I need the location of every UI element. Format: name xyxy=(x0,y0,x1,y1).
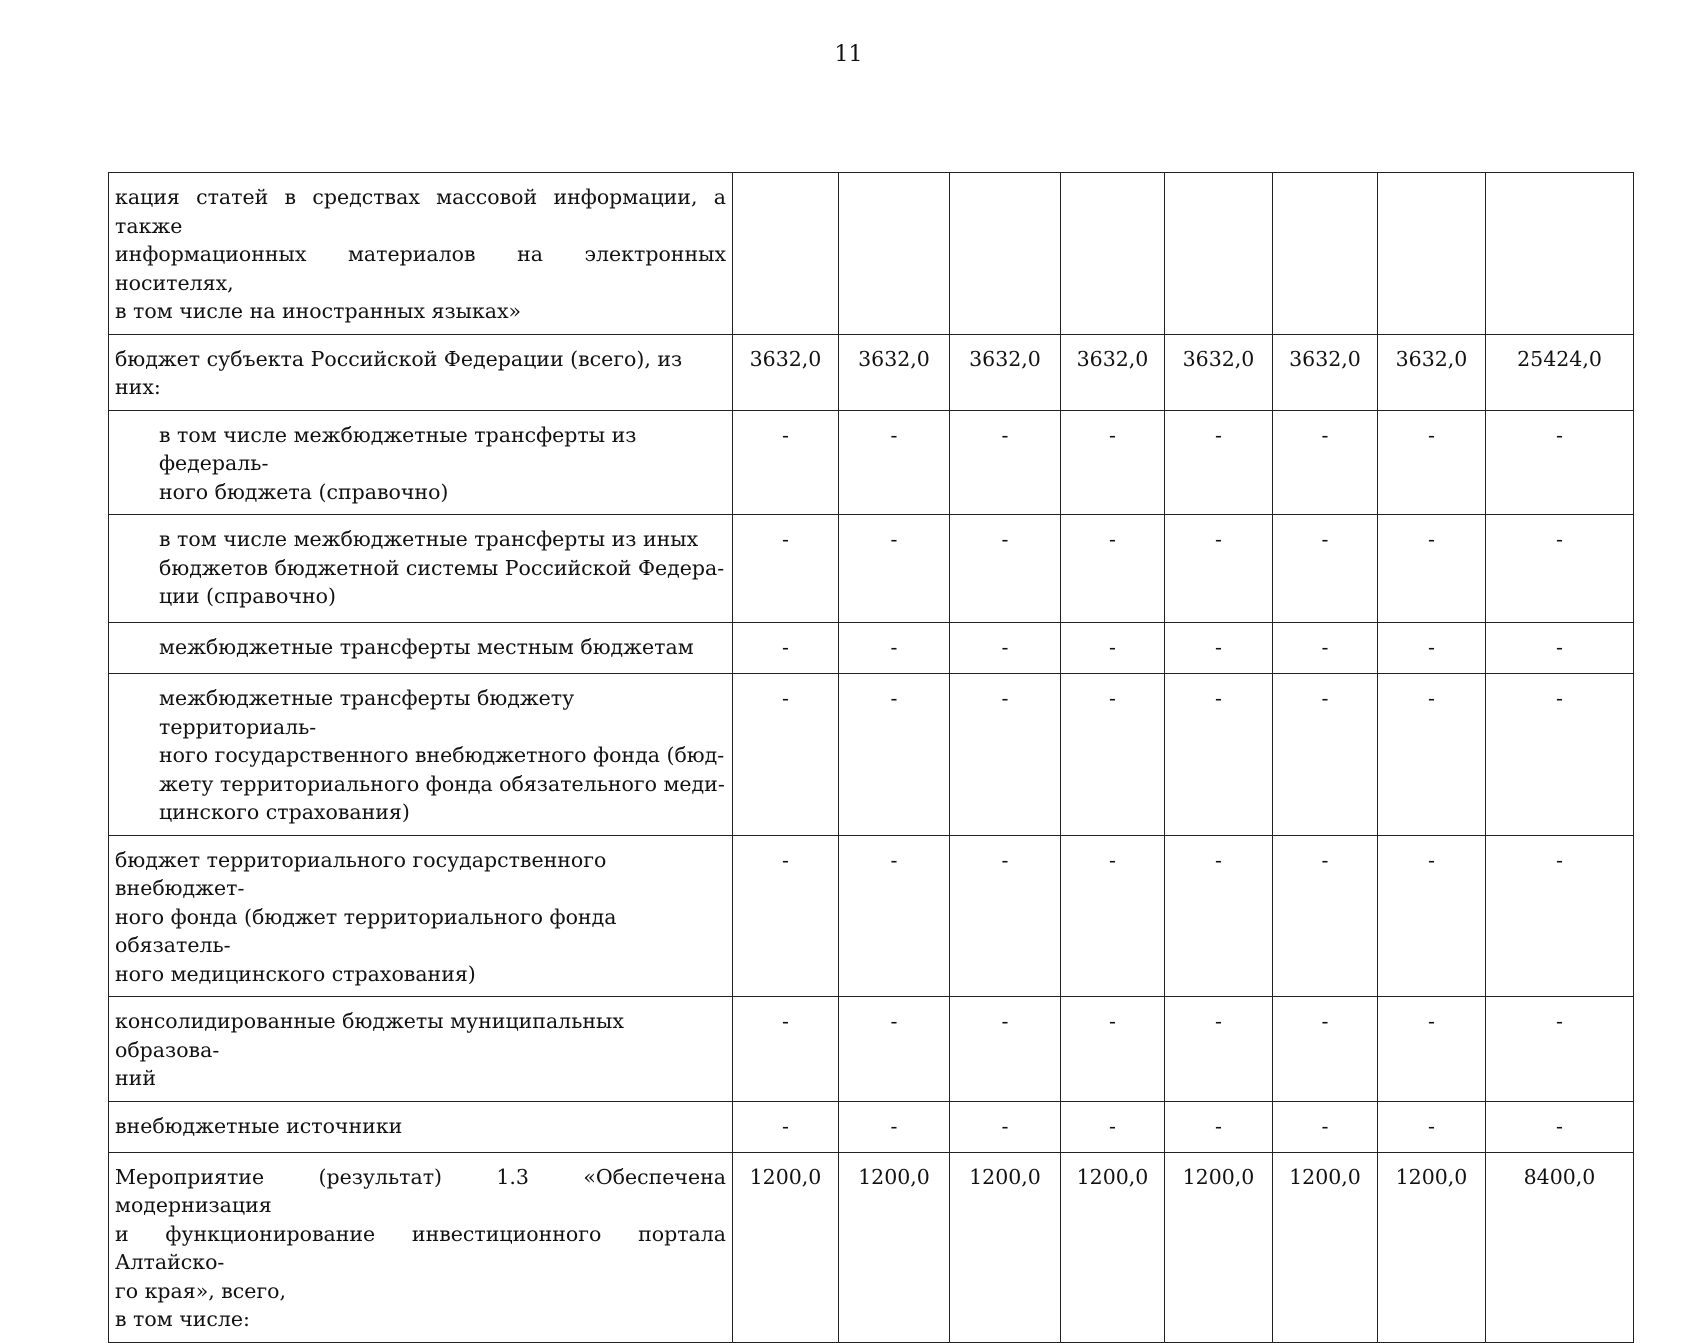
value-cell: 1200,0 xyxy=(839,1152,950,1342)
value-cell: - xyxy=(1486,997,1634,1102)
value-cell: - xyxy=(950,623,1061,674)
row-label xyxy=(109,410,733,515)
value-cell: 1200,0 xyxy=(1378,1152,1486,1342)
label-line: ного фонда (бюджет территориального фонда обязатель- xyxy=(115,904,617,957)
budget-table xyxy=(108,172,1634,1343)
value-cell: 1200,0 xyxy=(1273,1152,1378,1342)
label-line: кация статей в средствах массовой информации, а также xyxy=(115,185,726,238)
value-cell: - xyxy=(839,515,950,623)
row-label xyxy=(109,173,733,335)
value-cell: - xyxy=(950,410,1061,515)
row-label xyxy=(109,835,733,997)
value-cell: - xyxy=(1273,515,1378,623)
value-cell: - xyxy=(1273,674,1378,836)
page-number: 11 xyxy=(834,42,863,67)
table-row xyxy=(109,334,1634,410)
value-cell: 25424,0 xyxy=(1486,334,1634,410)
value-cell: - xyxy=(1061,674,1165,836)
value-cell: - xyxy=(950,1101,1061,1152)
value-cell: - xyxy=(950,674,1061,836)
value-cell xyxy=(1273,173,1378,335)
value-cell: - xyxy=(1165,515,1273,623)
label-line: межбюджетные трансферты бюджету территориаль- xyxy=(159,686,575,739)
value-cell: 3632,0 xyxy=(1378,334,1486,410)
table-row xyxy=(109,1101,1634,1152)
label-line: в том числе межбюджетные трансферты из федераль- xyxy=(159,422,637,475)
value-cell: - xyxy=(1378,1101,1486,1152)
value-cell xyxy=(839,173,950,335)
value-cell: - xyxy=(1378,997,1486,1102)
value-cell xyxy=(1378,173,1486,335)
label-line: бюджет субъекта Российской Федерации (всего), из них: xyxy=(115,346,683,399)
row-label xyxy=(109,623,733,674)
value-cell: - xyxy=(1165,674,1273,836)
label-line: информационных материалов на электронных носителях, xyxy=(115,242,726,295)
value-cell xyxy=(1061,173,1165,335)
value-cell: - xyxy=(733,997,839,1102)
value-cell: - xyxy=(1165,623,1273,674)
value-cell: - xyxy=(1486,1101,1634,1152)
value-cell: 3632,0 xyxy=(1061,334,1165,410)
value-cell: - xyxy=(950,835,1061,997)
label-line: ного медицинского страхования) xyxy=(115,961,476,986)
value-cell xyxy=(1165,173,1273,335)
table-row xyxy=(109,173,1634,335)
value-cell: - xyxy=(1486,835,1634,997)
value-cell: - xyxy=(839,997,950,1102)
row-label xyxy=(109,334,733,410)
table-row xyxy=(109,674,1634,836)
label-line: цинского страхования) xyxy=(159,800,410,824)
value-cell: - xyxy=(1378,674,1486,836)
value-cell: - xyxy=(1378,623,1486,674)
label-line: консолидированные бюджеты муниципальных образова- xyxy=(115,1009,624,1062)
value-cell: - xyxy=(1273,997,1378,1102)
value-cell: 1200,0 xyxy=(1165,1152,1273,1342)
value-cell: - xyxy=(733,835,839,997)
table-row xyxy=(109,623,1634,674)
value-cell: - xyxy=(1273,410,1378,515)
value-cell: - xyxy=(733,410,839,515)
value-cell: - xyxy=(1165,1101,1273,1152)
value-cell: 3632,0 xyxy=(1165,334,1273,410)
value-cell: - xyxy=(733,674,839,836)
label-line: ции (справочно) xyxy=(159,584,336,608)
label-line: ного государственного внебюджетного фонда (бюд- xyxy=(159,743,725,767)
value-cell: - xyxy=(1165,835,1273,997)
label-line: в том числе на иностранных языках» xyxy=(115,299,522,323)
value-cell: - xyxy=(1061,997,1165,1102)
value-cell: 8400,0 xyxy=(1486,1152,1634,1342)
value-cell: 1200,0 xyxy=(733,1152,839,1342)
value-cell: - xyxy=(839,1101,950,1152)
value-cell xyxy=(1486,173,1634,335)
label-line: межбюджетные трансферты местным бюджетам xyxy=(159,635,694,659)
label-line: в том числе: xyxy=(115,1307,250,1331)
label-line: го края», всего, xyxy=(115,1278,287,1303)
value-cell: - xyxy=(1273,835,1378,997)
value-cell: 1200,0 xyxy=(1061,1152,1165,1342)
value-cell: 3632,0 xyxy=(1273,334,1378,410)
value-cell xyxy=(733,173,839,335)
value-cell: - xyxy=(1061,410,1165,515)
table-row xyxy=(109,997,1634,1102)
table-row xyxy=(109,835,1634,997)
value-cell: - xyxy=(839,623,950,674)
value-cell: - xyxy=(839,410,950,515)
label-line: ний xyxy=(115,1066,156,1090)
table-row xyxy=(109,410,1634,515)
label-line: ного бюджета (справочно) xyxy=(159,479,449,504)
value-cell: - xyxy=(1061,623,1165,674)
value-cell: - xyxy=(1378,835,1486,997)
row-label xyxy=(109,674,733,836)
value-cell: - xyxy=(1165,997,1273,1102)
value-cell: - xyxy=(733,1101,839,1152)
value-cell: 3632,0 xyxy=(733,334,839,410)
value-cell: - xyxy=(1378,410,1486,515)
value-cell: - xyxy=(1061,515,1165,623)
row-label xyxy=(109,997,733,1102)
value-cell: - xyxy=(1061,1101,1165,1152)
value-cell: - xyxy=(950,515,1061,623)
table-row xyxy=(109,515,1634,623)
value-cell xyxy=(950,173,1061,335)
label-line: бюджет территориального государственного внебюджет- xyxy=(115,847,607,900)
label-line: бюджетов бюджетной системы Российской Федера- xyxy=(159,555,725,580)
value-cell: - xyxy=(1061,835,1165,997)
label-line: внебюджетные источники xyxy=(115,1113,403,1138)
value-cell: - xyxy=(1273,1101,1378,1152)
row-label xyxy=(109,515,733,623)
value-cell: 1200,0 xyxy=(950,1152,1061,1342)
value-cell: 3632,0 xyxy=(950,334,1061,410)
label-line: и функционирование инвестиционного портала Алтайско- xyxy=(115,1221,726,1274)
value-cell: - xyxy=(839,674,950,836)
label-line: Мероприятие (результат) 1.3 «Обеспечена модернизация xyxy=(115,1164,726,1217)
value-cell: - xyxy=(1486,410,1634,515)
value-cell: - xyxy=(1486,515,1634,623)
label-line: жету территориального фонда обязательного меди- xyxy=(159,771,725,796)
value-cell: - xyxy=(1486,623,1634,674)
value-cell: - xyxy=(1486,674,1634,836)
label-line: в том числе межбюджетные трансферты из иных xyxy=(159,527,699,551)
value-cell: - xyxy=(1165,410,1273,515)
value-cell: 3632,0 xyxy=(839,334,950,410)
value-cell: - xyxy=(733,515,839,623)
table-row xyxy=(109,1152,1634,1342)
row-label xyxy=(109,1101,733,1152)
row-label xyxy=(109,1152,733,1342)
value-cell: - xyxy=(733,623,839,674)
value-cell: - xyxy=(950,997,1061,1102)
value-cell: - xyxy=(1378,515,1486,623)
value-cell: - xyxy=(839,835,950,997)
value-cell: - xyxy=(1273,623,1378,674)
